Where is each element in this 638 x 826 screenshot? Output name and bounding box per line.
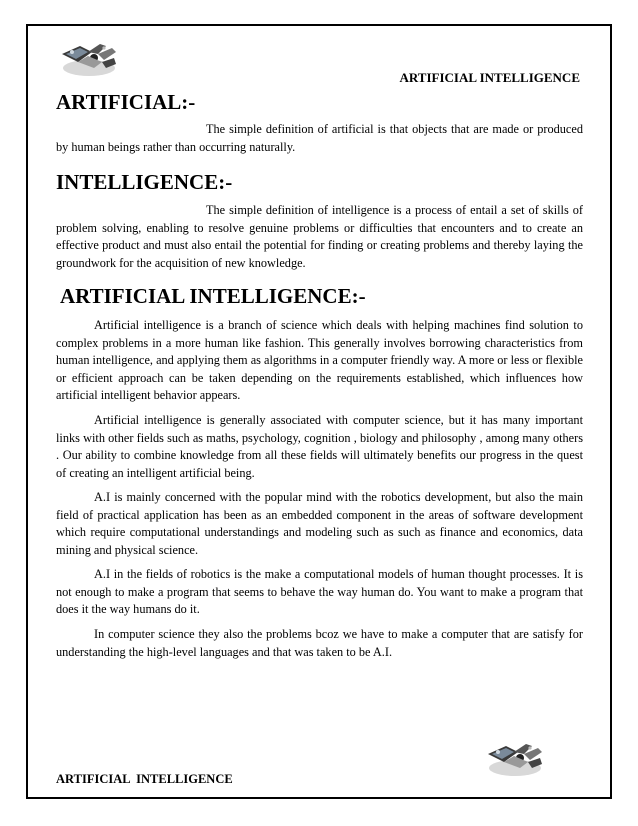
ai-paragraph-2: Artificial intelligence is generally associated with computer science, but it has many important links with other fields such as maths, psychology, cognition , biology and philosophy , among many others . Our ability to combine knowledge from all these fields will ultimately benefits our progress in the quest of creating an intelligent artificial being.	[56, 413, 583, 480]
ai-paragraph-4: A.I in the fields of robotics is the make a computational models of human thought processes. It is not enough to make a program that seems to behave the way human do. You want to make a program that does it the way humans do it.	[56, 567, 583, 616]
header-title: ARTIFICIAL INTELLIGENCE	[399, 70, 580, 85]
heading-artificial-intelligence: ARTIFICIAL INTELLIGENCE:-	[60, 284, 366, 308]
heading-artificial: ARTIFICIAL:-	[56, 90, 196, 114]
robot-hand-logo-icon	[484, 738, 546, 780]
ai-paragraph-3: A.I is mainly concerned with the popular mind with the robotics development, but also the main field of practical application has been as an embedded component in the areas of software development which require computational understandings and modeling such as such as finance and economics, data mining and physical science.	[56, 490, 583, 557]
heading-intelligence: INTELLIGENCE:-	[56, 170, 233, 194]
artificial-definition: The simple definition of artificial is that objects that are made or produced by human beings rather than occurring naturally.	[56, 122, 583, 154]
footer-title: ARTIFICIAL INTELLIGENCE	[56, 772, 233, 786]
intelligence-definition: The simple definition of intelligence is a process of entail a set of skills of problem solving, enabling to resolve genuine problems or difficulties that encounters and to create an effective product and must also entail the potential for finding or creating problems and thereby laying the groundwork for the acquisition of new knowledge.	[56, 203, 583, 270]
ai-paragraph-1: Artificial intelligence is a branch of science which deals with helping machines find solution to complex problems in a more human like fashion. This generally involves borrowing characteristics from human intelligence, and applying them as algorithms in a computer friendly way. A more or less or flexible or efficient approach can be taken depending on the requirements established, which influences how artificial intelligent behavior appears.	[56, 318, 583, 402]
ai-paragraph-5: In computer science they also the problems bcoz we have to make a computer that are satisfy for understanding the high-level languages and that was taken to be A.I.	[56, 627, 583, 659]
